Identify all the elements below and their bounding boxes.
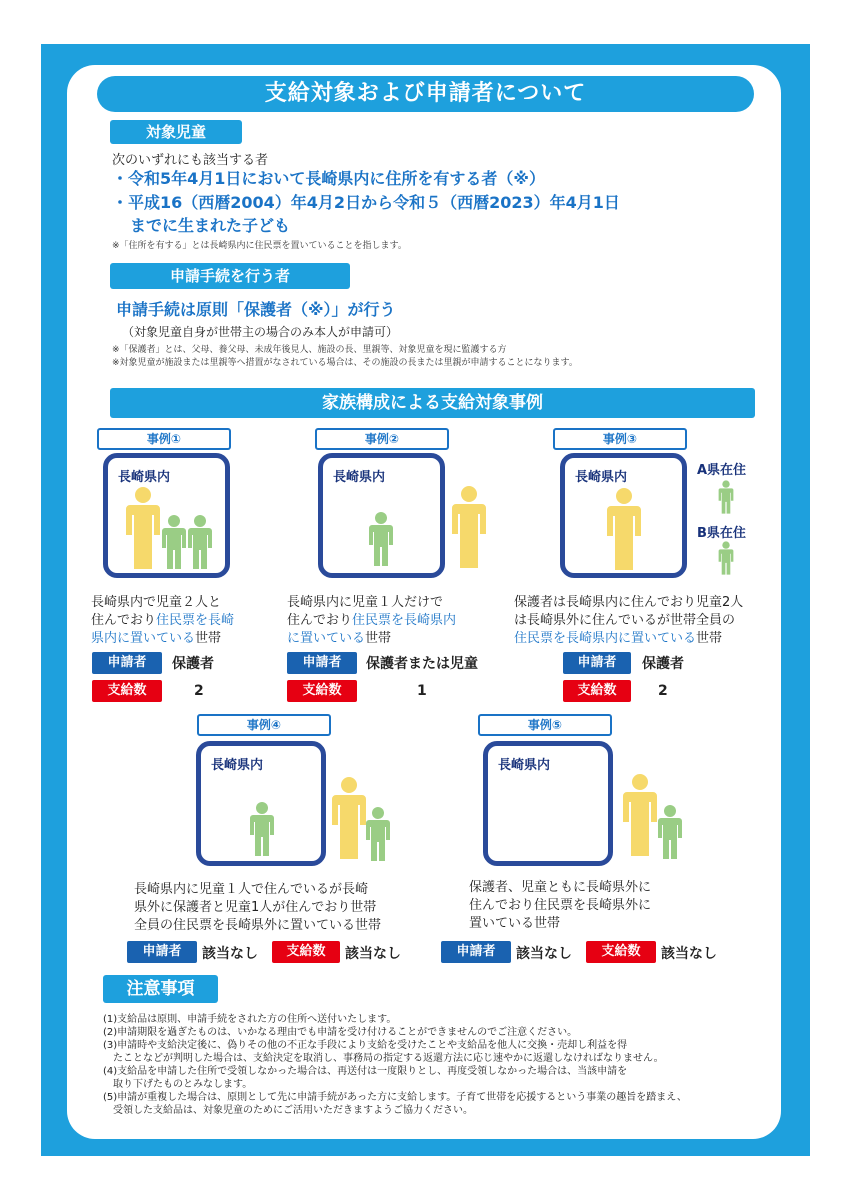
child-icon bbox=[368, 512, 394, 566]
case3-label: 事例③ bbox=[553, 428, 687, 450]
section2-note1: ※「保護者」とは、父母、養父母、未成年後見人、施設の長、里親等、対象児童を現に監護する方 bbox=[112, 345, 507, 355]
case3-box-title: 長崎県内 bbox=[575, 470, 628, 485]
child-icon bbox=[718, 541, 734, 575]
case1-amount-value: 2 bbox=[194, 683, 204, 699]
case2-description: 長崎県内に児童１人だけで 住んでおり住民票を長崎県内 に置いている世帯 bbox=[287, 595, 457, 646]
case1-label: 事例① bbox=[97, 428, 231, 450]
caution-line: (5)申請が重複した場合は、原則として先に申請手続があった方に支給します。子育て世帯を応援するという事業の趣旨を踏まえ、 bbox=[103, 1092, 687, 1103]
caution-line: たことなどが判明した場合は、支給決定を取消し、事務局の指定する返還方法に応じ速やかに返還しなければなりません。 bbox=[103, 1053, 664, 1064]
child-icon bbox=[187, 515, 213, 569]
caution-line: (2)申請期限を過ぎたものは、いかなる理由でも申請を受け付けることができませんのでご注意ください。 bbox=[103, 1027, 578, 1038]
adult-icon bbox=[450, 486, 488, 568]
case5-applicant-chip: 申請者 bbox=[441, 941, 511, 963]
case4-applicant-value: 該当なし bbox=[202, 946, 258, 962]
section-tag-cases: 家族構成による支給対象事例 bbox=[110, 388, 755, 418]
case2-amount-chip: 支給数 bbox=[287, 680, 357, 702]
caution-line: 取り下げたものとみなします。 bbox=[103, 1079, 253, 1090]
section1-bullet2b: までに生まれた子ども bbox=[130, 216, 291, 235]
case2-amount-value: 1 bbox=[417, 683, 427, 699]
case4-amount-chip: 支給数 bbox=[272, 941, 340, 963]
case3-applicant-value: 保護者 bbox=[642, 656, 684, 672]
case1-amount-chip: 支給数 bbox=[92, 680, 162, 702]
child-icon bbox=[657, 805, 683, 859]
case4-label: 事例④ bbox=[197, 714, 331, 736]
section1-intro: 次のいずれにも該当する者 bbox=[112, 153, 269, 168]
caution-line: (3)申請時や支給決定後に、偽りその他の不正な手段により支給を受けたことや支給品を他人に交換・売却し利益を得 bbox=[103, 1040, 628, 1051]
child-icon bbox=[365, 807, 391, 861]
caution-line: (1)支給品は原則、申請手続をされた方の住所へ送付いたします。 bbox=[103, 1014, 397, 1025]
adult-icon bbox=[605, 488, 643, 570]
case2-label: 事例② bbox=[315, 428, 449, 450]
case2-box-title: 長崎県内 bbox=[333, 470, 386, 485]
child-icon bbox=[249, 802, 275, 856]
case5-amount-value: 該当なし bbox=[661, 946, 717, 962]
case5-amount-chip: 支給数 bbox=[586, 941, 656, 963]
child-icon bbox=[718, 480, 734, 514]
section2-note2: ※対象児童が施設または里親等へ措置がなされている場合は、その施設の長または里親が申請することになります。 bbox=[112, 358, 578, 368]
page-title: 支給対象および申請者について bbox=[97, 76, 754, 112]
case4-box-title: 長崎県内 bbox=[211, 758, 264, 773]
case5-box-title: 長崎県内 bbox=[498, 758, 551, 773]
case1-description: 長崎県内で児童２人と 住んでおり住民票を長崎 県内に置いている世帯 bbox=[91, 595, 235, 646]
case2-applicant-value: 保護者または児童 bbox=[366, 656, 478, 672]
section1-bullet2a: ・平成16（西暦2004）年4月2日から令和５（西暦2023）年4月1日 bbox=[112, 193, 620, 212]
case4-amount-value: 該当なし bbox=[345, 946, 401, 962]
case3-amount-chip: 支給数 bbox=[563, 680, 631, 702]
caution-line: 受領した支給品は、対象児童のためにご活用いただきますようご協力ください。 bbox=[103, 1105, 473, 1116]
section-tag-applicant: 申請手続を行う者 bbox=[110, 263, 350, 289]
case1-applicant-value: 保護者 bbox=[172, 656, 214, 672]
section-tag-cautions: 注意事項 bbox=[103, 975, 218, 1003]
pref-a-label: A県在住 bbox=[697, 463, 747, 478]
case5-box bbox=[483, 741, 613, 866]
case2-applicant-chip: 申請者 bbox=[287, 652, 357, 674]
case4-description: 長崎県内に児童１人で住んでいるが長崎 県外に保護者と児童1人が住んでおり世帯 全員の住民票を長崎県外に置いている世帯 bbox=[134, 882, 382, 933]
case5-label: 事例⑤ bbox=[478, 714, 612, 736]
pref-b-label: B県在住 bbox=[697, 526, 746, 541]
section2-sub: （対象児童自身が世帯主の場合のみ本人が申請可） bbox=[122, 325, 399, 339]
cautions-list bbox=[103, 1013, 773, 1117]
case1-applicant-chip: 申請者 bbox=[92, 652, 162, 674]
section1-bullet1: ・令和5年4月1日において長崎県内に住所を有する者（※） bbox=[112, 169, 545, 188]
caution-line: (4)支給品を申請した住所で受領しなかった場合は、再送付は一度限りとし、再度受領しなかった場合は、当該申請を bbox=[103, 1066, 628, 1077]
adult-icon bbox=[330, 777, 368, 859]
case4-applicant-chip: 申請者 bbox=[127, 941, 197, 963]
case3-description: 保護者は長崎県内に住んでおり児童2人 は長崎県外に住んでいるが世帯全員の 住民票を長崎県内に置いている世帯 bbox=[514, 595, 744, 646]
case3-amount-value: 2 bbox=[658, 683, 668, 699]
case5-description: 保護者、児童ともに長崎県外に 住んでおり住民票を長崎県外に 置いている世帯 bbox=[469, 880, 652, 931]
section2-main: 申請手続は原則「保護者（※）」が行う bbox=[116, 300, 396, 319]
section1-note: ※「住所を有する」とは長崎県内に住民票を置いていることを指します。 bbox=[112, 241, 407, 251]
adult-icon bbox=[124, 487, 162, 569]
child-icon bbox=[161, 515, 187, 569]
case1-box-title: 長崎県内 bbox=[118, 470, 171, 485]
adult-icon bbox=[621, 774, 659, 856]
case5-applicant-value: 該当なし bbox=[516, 946, 572, 962]
case3-applicant-chip: 申請者 bbox=[563, 652, 631, 674]
section-tag-target-children: 対象児童 bbox=[110, 120, 242, 144]
